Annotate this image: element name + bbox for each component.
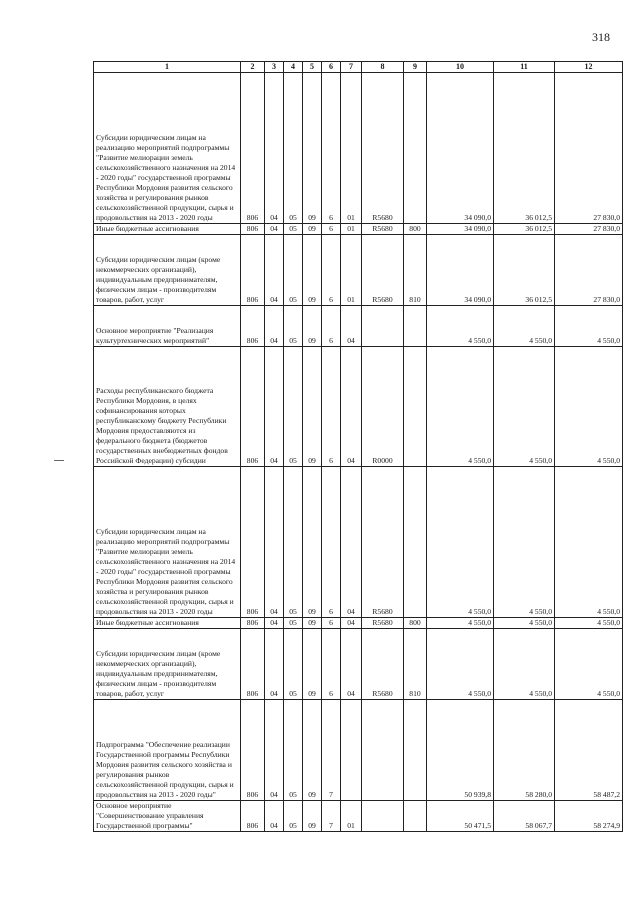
amount-cell: 4 550,0 (494, 467, 555, 618)
code-cell: 04 (265, 224, 284, 235)
code-cell: 09 (303, 347, 322, 467)
code-cell: 04 (341, 467, 362, 618)
amount-cell: 4 550,0 (427, 306, 494, 347)
table-row (94, 235, 623, 306)
code-cell: 04 (265, 700, 284, 801)
row-description: Расходы республиканского бюджета Республики Мордовия, в целях софинансирования которых республиканскому бюджету Республики Мордовия предоставляются из федерального бюджета (бюджетов государственных внебюджетных фондов Российской Федерации) субсидии (94, 347, 241, 467)
amount-cell: 36 012,5 (494, 224, 555, 235)
code-cell: 01 (341, 801, 362, 832)
amount-cell: 50 939,8 (427, 700, 494, 801)
code-cell: 6 (322, 73, 341, 224)
code-cell: 04 (265, 467, 284, 618)
code-cell (404, 467, 427, 618)
code-cell: 6 (322, 618, 341, 629)
code-cell (362, 306, 404, 347)
code-cell: 6 (322, 235, 341, 306)
code-cell: 810 (404, 629, 427, 700)
amount-cell: 27 830,0 (555, 235, 623, 306)
row-description: Основное мероприятие "Совершенствование управления Государственной программы" (94, 801, 241, 832)
code-cell (404, 700, 427, 801)
code-cell: 04 (265, 73, 284, 224)
code-cell: 806 (241, 306, 265, 347)
amount-cell: 27 830,0 (555, 73, 623, 224)
code-cell: 04 (341, 618, 362, 629)
code-cell: 05 (284, 467, 303, 618)
header-cell: 1 (94, 62, 241, 73)
code-cell: 806 (241, 467, 265, 618)
code-cell (404, 801, 427, 832)
code-cell: 05 (284, 700, 303, 801)
code-cell: 6 (322, 306, 341, 347)
table-row (94, 73, 623, 224)
code-cell: 05 (284, 73, 303, 224)
row-description: Иные бюджетные ассигнования (94, 224, 241, 235)
row-description: Основное мероприятие "Реализация культуртехнических мероприятий" (94, 306, 241, 347)
code-cell: 04 (265, 235, 284, 306)
amount-cell: 58 067,7 (494, 801, 555, 832)
page-number: 318 (592, 30, 610, 44)
code-cell: 01 (341, 73, 362, 224)
header-cell: 4 (284, 62, 303, 73)
code-cell: 01 (341, 224, 362, 235)
header-cell: 7 (341, 62, 362, 73)
table-row (94, 700, 623, 801)
code-cell: 05 (284, 306, 303, 347)
budget-table (93, 61, 623, 832)
table-row (94, 306, 623, 347)
amount-cell: 36 012,5 (494, 73, 555, 224)
code-cell: 6 (322, 347, 341, 467)
row-description: Субсидии юридическим лицам (кроме некоммерческих организаций), индивидуальным предпринимателям, физическим лицам - производителям товаров, работ, услуг (94, 629, 241, 700)
table-row (94, 347, 623, 467)
amount-cell: 58 280,0 (494, 700, 555, 801)
code-cell: 09 (303, 801, 322, 832)
code-cell: 05 (284, 347, 303, 467)
header-cell: 12 (555, 62, 623, 73)
code-cell (362, 700, 404, 801)
code-cell: 806 (241, 235, 265, 306)
row-description: Субсидии юридическим лицам (кроме некоммерческих организаций), индивидуальным предпринимателям, физическим лицам - производителям товаров, работ, услуг (94, 235, 241, 306)
code-cell: 09 (303, 224, 322, 235)
code-cell: 7 (322, 700, 341, 801)
code-cell: 09 (303, 73, 322, 224)
code-cell: 806 (241, 347, 265, 467)
code-cell: 806 (241, 73, 265, 224)
code-cell: 09 (303, 467, 322, 618)
code-cell: 806 (241, 801, 265, 832)
code-cell: 09 (303, 629, 322, 700)
code-cell: 09 (303, 306, 322, 347)
amount-cell: 34 090,0 (427, 224, 494, 235)
table-header-row (94, 62, 623, 73)
code-cell: R5680 (362, 618, 404, 629)
margin-mark (54, 460, 64, 461)
amount-cell: 34 090,0 (427, 73, 494, 224)
code-cell: 04 (341, 347, 362, 467)
amount-cell: 4 550,0 (427, 629, 494, 700)
header-cell: 9 (404, 62, 427, 73)
amount-cell: 58 274,9 (555, 801, 623, 832)
amount-cell: 34 090,0 (427, 235, 494, 306)
header-cell: 2 (241, 62, 265, 73)
amount-cell: 4 550,0 (494, 618, 555, 629)
header-cell: 8 (362, 62, 404, 73)
header-cell: 5 (303, 62, 322, 73)
code-cell: 05 (284, 618, 303, 629)
code-cell: 6 (322, 629, 341, 700)
code-cell: 810 (404, 235, 427, 306)
code-cell: 806 (241, 224, 265, 235)
code-cell (404, 306, 427, 347)
header-cell: 11 (494, 62, 555, 73)
code-cell: 04 (265, 618, 284, 629)
code-cell (404, 73, 427, 224)
code-cell: 09 (303, 618, 322, 629)
code-cell: 800 (404, 224, 427, 235)
code-cell: 04 (341, 629, 362, 700)
row-description: Подпрограмма "Обеспечение реализации Государственной программы Республики Мордовия развития сельского хозяйства и регулирования рынков сельскохозяйственной продукции, сырья и продовольствия на 2013 - 2020 годы" (94, 700, 241, 801)
amount-cell: 58 487,2 (555, 700, 623, 801)
code-cell: 04 (265, 801, 284, 832)
row-description: Субсидии юридическим лицам на реализацию мероприятий подпрограммы "Развитие мелиорации земель сельскохозяйственного назначения на 2014 - 2020 годы" государственной программы Республики Мордовия развития сельского хозяйства и регулирования рынков сельскохозяйственной продукции, сырья и продовольствия на 2013 - 2020 годы (94, 467, 241, 618)
code-cell: 04 (265, 306, 284, 347)
code-cell: 05 (284, 235, 303, 306)
code-cell: 806 (241, 700, 265, 801)
amount-cell: 4 550,0 (427, 347, 494, 467)
code-cell: R5680 (362, 224, 404, 235)
code-cell: 09 (303, 235, 322, 306)
code-cell: R0000 (362, 347, 404, 467)
amount-cell: 4 550,0 (427, 467, 494, 618)
amount-cell: 4 550,0 (555, 467, 623, 618)
code-cell: 6 (322, 224, 341, 235)
table-row (94, 467, 623, 618)
header-cell: 6 (322, 62, 341, 73)
amount-cell: 4 550,0 (555, 347, 623, 467)
amount-cell: 4 550,0 (555, 618, 623, 629)
amount-cell: 27 830,0 (555, 224, 623, 235)
amount-cell: 36 012,5 (494, 235, 555, 306)
header-cell: 3 (265, 62, 284, 73)
code-cell: 04 (265, 347, 284, 467)
code-cell: 7 (322, 801, 341, 832)
code-cell: 05 (284, 224, 303, 235)
row-description: Субсидии юридическим лицам на реализацию мероприятий подпрограммы "Развитие мелиорации земель сельскохозяйственного назначения на 2014 - 2020 годы" государственной программы Республики Мордовия развития сельского хозяйства и регулирования рынков сельскохозяйственной продукции, сырья и продовольствия на 2013 - 2020 годы (94, 73, 241, 224)
amount-cell: 4 550,0 (555, 306, 623, 347)
code-cell: 04 (265, 629, 284, 700)
table-row (94, 224, 623, 235)
code-cell: 04 (341, 306, 362, 347)
code-cell: 800 (404, 618, 427, 629)
code-cell: R5680 (362, 235, 404, 306)
code-cell: R5680 (362, 629, 404, 700)
code-cell: 806 (241, 618, 265, 629)
amount-cell: 4 550,0 (494, 347, 555, 467)
code-cell: 09 (303, 700, 322, 801)
code-cell: 05 (284, 629, 303, 700)
code-cell (341, 700, 362, 801)
header-cell: 10 (427, 62, 494, 73)
code-cell: R5680 (362, 73, 404, 224)
amount-cell: 4 550,0 (555, 629, 623, 700)
amount-cell: 4 550,0 (427, 618, 494, 629)
table-row (94, 618, 623, 629)
code-cell: 01 (341, 235, 362, 306)
row-description: Иные бюджетные ассигнования (94, 618, 241, 629)
code-cell: 806 (241, 629, 265, 700)
amount-cell: 4 550,0 (494, 306, 555, 347)
amount-cell: 4 550,0 (494, 629, 555, 700)
table-row (94, 801, 623, 832)
code-cell (362, 801, 404, 832)
amount-cell: 50 471,5 (427, 801, 494, 832)
code-cell: R5680 (362, 467, 404, 618)
code-cell: 05 (284, 801, 303, 832)
table-row (94, 629, 623, 700)
code-cell: 6 (322, 467, 341, 618)
code-cell (404, 347, 427, 467)
